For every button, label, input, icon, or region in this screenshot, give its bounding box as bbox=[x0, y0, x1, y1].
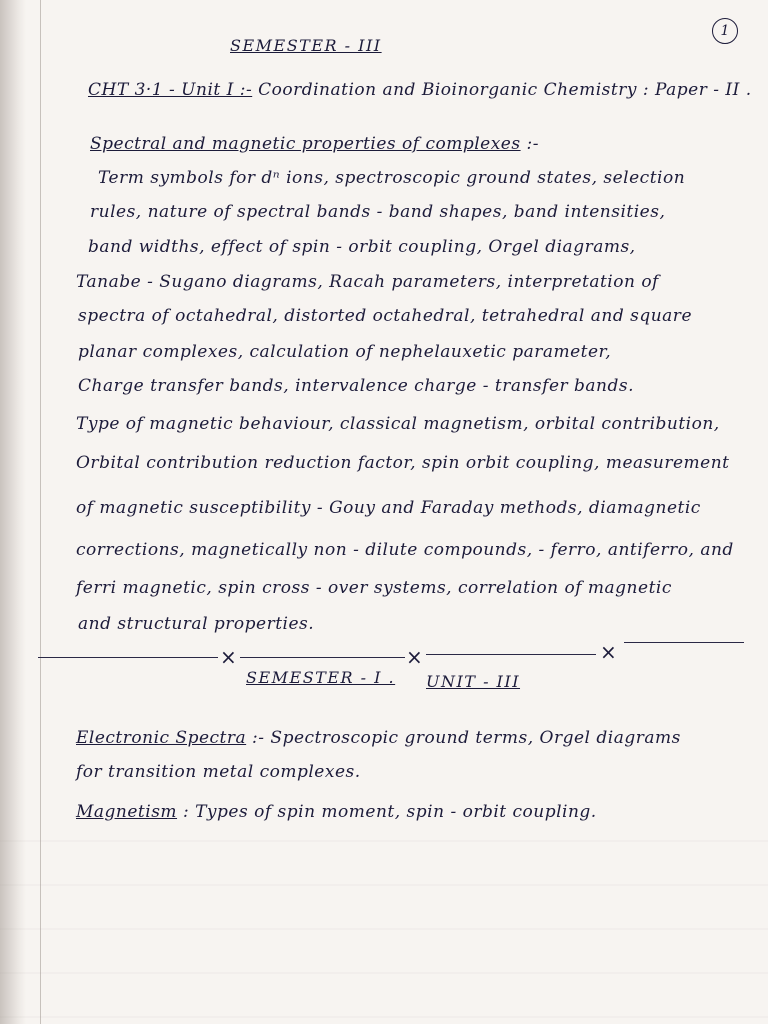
section-title-text: Spectral and magnetic properties of complexes bbox=[90, 134, 521, 154]
electronic-spectra-text: :- Spectroscopic ground terms, Orgel diagrams bbox=[246, 728, 681, 748]
syllabus-line-1: Term symbols for dⁿ ions, spectroscopic ground states, selection bbox=[98, 168, 686, 188]
magnetism-text: : Types of spin moment, spin - orbit coupling. bbox=[177, 802, 597, 822]
syllabus-line-2: rules, nature of spectral bands - band shapes, band intensities, bbox=[90, 202, 666, 222]
course-title: Coordination and Bioinorganic Chemistry : Paper - II . bbox=[252, 80, 752, 100]
syllabus-line-11: corrections, magnetically non - dilute compounds, - ferro, antiferro, and bbox=[76, 540, 734, 560]
separator-rule-2 bbox=[240, 657, 405, 658]
syllabus-line-8: Type of magnetic behaviour, classical magnetism, orbital contribution, bbox=[76, 414, 720, 434]
syllabus-line-12: ferri magnetic, spin cross - over systems, correlation of magnetic bbox=[76, 578, 672, 598]
separator-rule-1 bbox=[38, 657, 218, 658]
page-number bbox=[712, 18, 738, 44]
semester-heading-2: SEMESTER - I . bbox=[246, 668, 396, 687]
unit-heading: UNIT - III bbox=[426, 672, 521, 691]
separator-rule-4 bbox=[624, 642, 744, 643]
separator-rule-3 bbox=[426, 654, 596, 655]
magnetism-line bbox=[76, 802, 597, 822]
separator-cross-2: × bbox=[406, 645, 423, 669]
syllabus-line-9: Orbital contribution reduction factor, spin orbit coupling, measurement bbox=[76, 453, 730, 473]
syllabus-line-3: band widths, effect of spin - orbit coupling, Orgel diagrams, bbox=[88, 237, 636, 257]
syllabus-line-13: and structural properties. bbox=[78, 614, 315, 634]
bleed-through-area bbox=[0, 840, 768, 1024]
page-number-text: 1 bbox=[720, 23, 730, 39]
semester-heading: SEMESTER - III bbox=[230, 36, 382, 55]
course-line bbox=[88, 80, 752, 100]
separator-cross-1: × bbox=[220, 645, 237, 669]
syllabus-line-6: planar complexes, calculation of nephelauxetic parameter, bbox=[78, 342, 612, 362]
syllabus-line-5: spectra of octahedral, distorted octahedral, tetrahedral and square bbox=[78, 306, 692, 326]
syllabus-line-7: Charge transfer bands, intervalence charge - transfer bands. bbox=[78, 376, 635, 396]
section-title-suffix: :- bbox=[520, 134, 539, 154]
syllabus-line-10: of magnetic susceptibility - Gouy and Faraday methods, diamagnetic bbox=[76, 498, 701, 518]
electronic-spectra-line bbox=[76, 728, 681, 748]
section-title bbox=[90, 134, 539, 154]
electronic-spectra-continuation: for transition metal complexes. bbox=[76, 762, 361, 782]
magnetism-label: Magnetism bbox=[76, 802, 178, 822]
separator-cross-3: × bbox=[600, 640, 617, 664]
course-code: CHT 3·1 - Unit I :- bbox=[88, 80, 253, 100]
electronic-spectra-label: Electronic Spectra bbox=[76, 728, 247, 748]
syllabus-line-4: Tanabe - Sugano diagrams, Racah parameters, interpretation of bbox=[76, 272, 659, 292]
